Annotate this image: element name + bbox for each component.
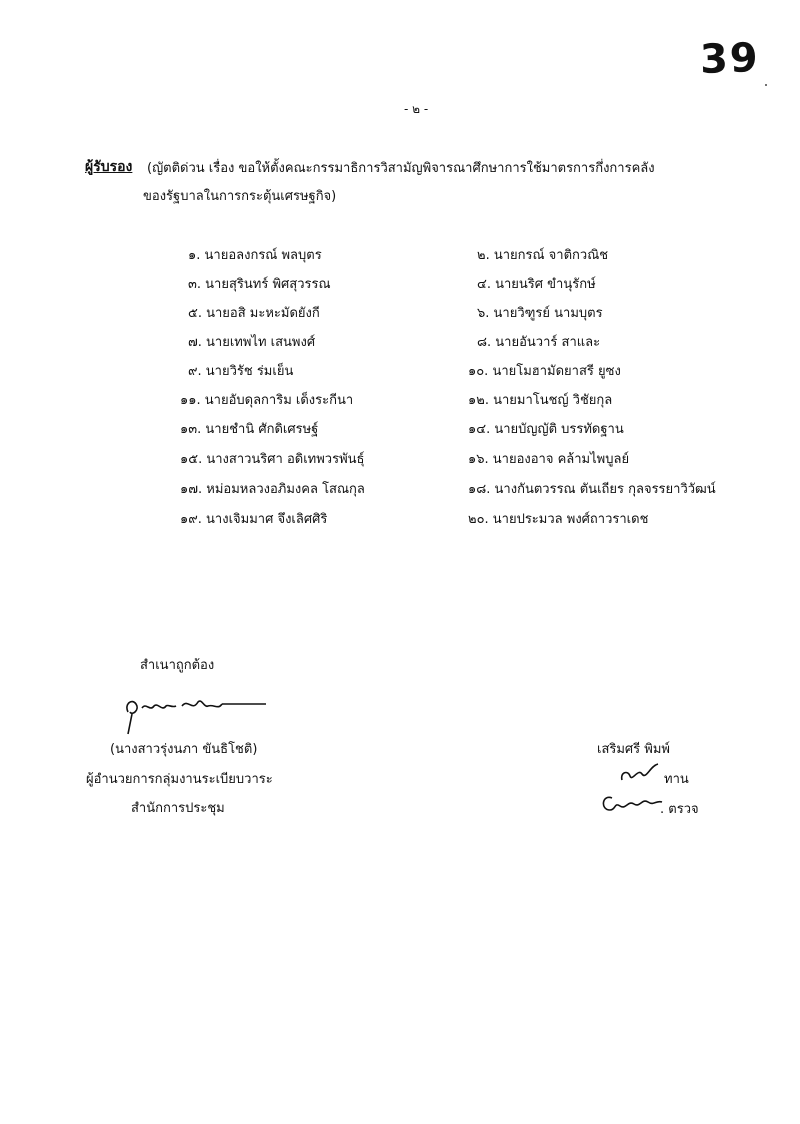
member-item: ๑๘. นางกันตวรรณ ตันเถียร กุลจรรยาวิวัฒน์ <box>468 482 716 497</box>
scan-speck <box>765 84 767 86</box>
member-item: ๗. นายเทพไท เสนพงศ์ <box>188 335 316 350</box>
endorsement-label: ผู้รับรอง <box>85 159 133 175</box>
handwritten-page-number: 39 <box>699 34 761 84</box>
member-item: ๑๙. นางเจิมมาศ จึงเลิศศิริ <box>180 512 328 527</box>
member-item: ๑๕. นางสาวนริศา อดิเทพวรพันธุ์ <box>180 452 365 467</box>
signer-name: (นางสาวรุ่งนภา ขันธิโชติ) <box>110 742 258 757</box>
member-item: ๑๓. นายชำนิ ศักดิเศรษฐ์ <box>180 422 319 437</box>
checker-credit: . ตรวจ <box>660 802 699 817</box>
member-item: ๑๔. นายบัญญัติ บรรทัดฐาน <box>468 422 624 437</box>
member-item: ๖. นายวิฑูรย์ นามบุตร <box>477 306 603 321</box>
signer-title: ผู้อำนวยการกลุ่มงานระเบียบวาระ <box>86 772 273 787</box>
member-item: ๓. นายสุรินทร์ พิศสุวรรณ <box>188 277 331 292</box>
typist-credit: เสริมศรี พิมพ์ <box>597 742 671 757</box>
member-item: ๑. นายอลงกรณ์ พลบุตร <box>188 248 322 263</box>
member-item: ๕. นายอสิ มะหะมัดยังกี <box>188 306 320 321</box>
member-item: ๑๖. นายองอาจ คล้ามไพบูลย์ <box>468 452 630 467</box>
subject-line-2: ของรัฐบาลในการกระตุ้นเศรษฐกิจ) <box>143 189 337 204</box>
member-item: ๑๑. นายอับดุลการิม เด็งระกีนา <box>180 393 354 408</box>
page-marker: - ๒ - <box>404 102 429 116</box>
member-item: ๑๐. นายโมฮามัดยาสรี ยูซง <box>468 364 621 379</box>
member-item: ๔. นายนริศ ขำนุรักษ์ <box>477 277 596 292</box>
member-item: ๒. นายกรณ์ จาติกวณิช <box>477 248 609 263</box>
certified-copy-label: สำเนาถูกต้อง <box>140 658 215 673</box>
member-item: ๒๐. นายประมวล พงศ์ถาวราเดช <box>468 512 649 527</box>
checker-initials <box>598 788 664 816</box>
signer-office: สำนักการประชุม <box>131 801 225 816</box>
proofer-initials <box>618 760 662 786</box>
member-item: ๑๗. หม่อมหลวงอภิมงคล โสณกุล <box>180 482 365 497</box>
member-item: ๑๒. นายมาโนชญ์ วิชัยกุล <box>468 393 613 408</box>
member-item: ๘. นายอันวาร์ สาและ <box>477 335 601 350</box>
member-item: ๙. นายวิรัช ร่มเย็น <box>188 364 294 379</box>
handwritten-signature <box>118 690 268 736</box>
proofer-credit: ทาน <box>664 772 689 787</box>
subject-line-1: (ญัตติด่วน เรื่อง ขอให้ตั้งคณะกรรมาธิการวิสามัญพิจารณาศึกษาการใช้มาตรการกึ่งการคลัง <box>147 161 655 176</box>
